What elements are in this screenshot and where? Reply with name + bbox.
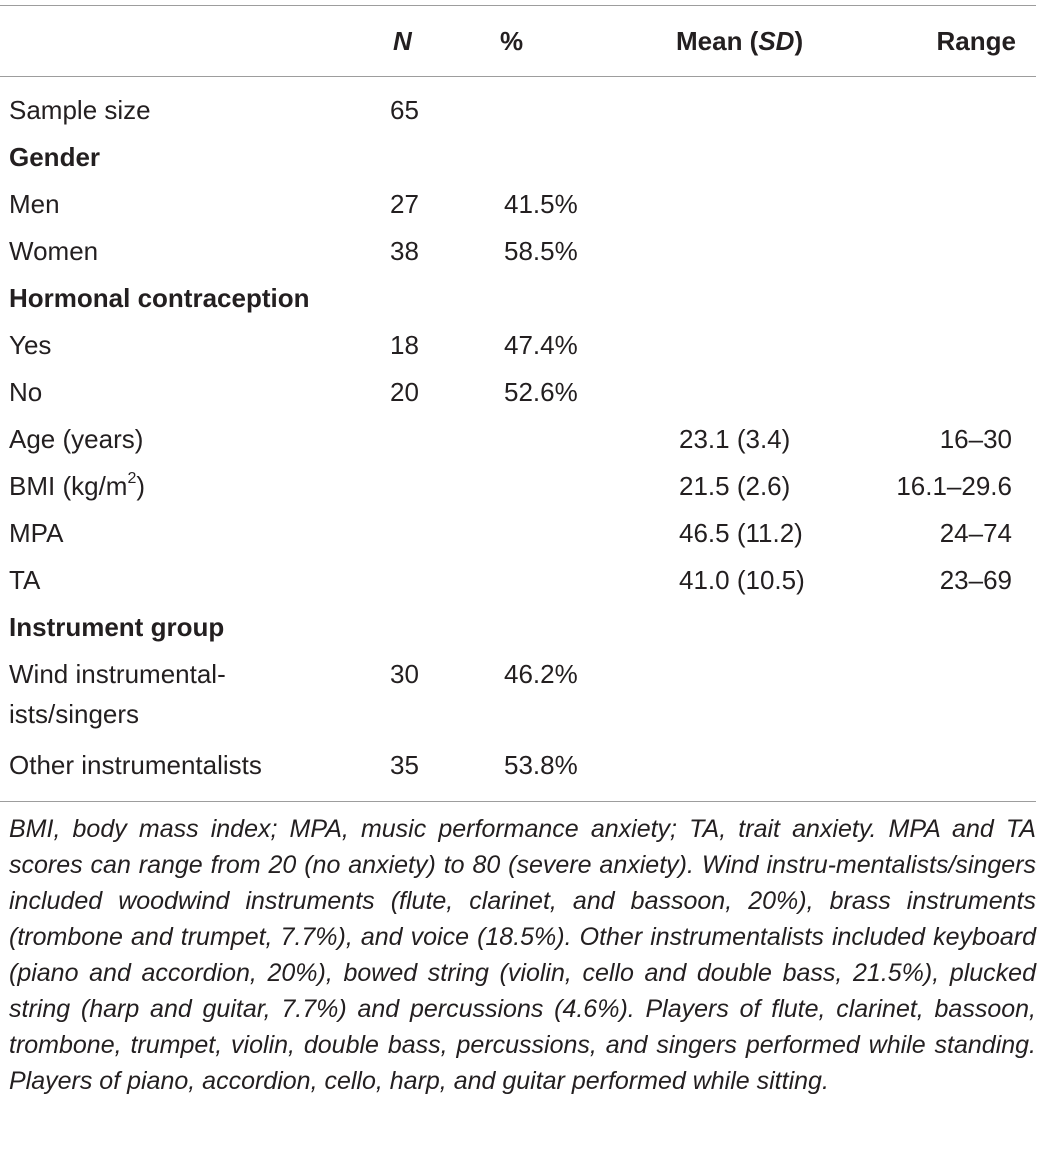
table-row [0, 463, 1036, 510]
table-row [0, 510, 1036, 557]
cell-n: 65 [390, 95, 419, 125]
cell-n: 18 [390, 330, 419, 360]
header-range: Range [936, 26, 1016, 56]
cell-mean: 41.0 (10.5) [679, 565, 805, 595]
cell-percent: 52.6% [504, 377, 578, 407]
cell-n: 20 [390, 377, 419, 407]
table-row [0, 76, 1036, 134]
row-label: TA [9, 565, 41, 595]
cell-mean [638, 76, 864, 134]
cell-percent: 53.8% [504, 750, 578, 780]
table-row [0, 604, 1036, 651]
demographics-table [0, 6, 1036, 789]
table-footnote: BMI, body mass index; MPA, music performance anxiety; TA, trait anxiety. MPA and TA scores can range from 20 (no anxiety) to 80 (severe anxiety). Wind instru-mentalists/singers included woodwind instruments (flute, clarinet, and bassoon, 20%), brass instruments (trombone and trumpet, 7.7%), and voice (18.5%). Other instrumentalists included keyboard (piano and accordion, 20%), bowed string (violin, cello and double bass, 21.5%), plucked string (harp and guitar, 7.7%) and percussions (4.6%). Players of flute, clarinet, bassoon, trombone, trumpet, violin, double bass, percussions, and singers performed while standing. Players of piano, accordion, cello, harp, and guitar performed while sitting. [9, 815, 1036, 1095]
table-row [0, 651, 1036, 742]
group-heading: Gender [9, 142, 101, 172]
header-mean-sd: Mean (SD) [676, 26, 804, 56]
table-row [0, 181, 1036, 228]
cell-range: 23–69 [939, 565, 1012, 595]
group-heading: Hormonal contraception [9, 283, 310, 313]
row-label: Women [9, 236, 99, 266]
group-heading: Instrument group [9, 612, 225, 642]
table-row [0, 557, 1036, 604]
cell-mean: 46.5 (11.2) [679, 518, 803, 548]
table-row [0, 228, 1036, 275]
table-header-row [0, 6, 1036, 76]
cell-percent: 46.2% [504, 659, 578, 689]
row-label: Yes [9, 330, 52, 360]
row-label: Wind instrumental- ists/singers [9, 659, 226, 729]
row-label: BMI $(kg/m^2)$ [9, 470, 146, 501]
table-row [0, 742, 1036, 789]
table-row [0, 275, 1036, 322]
cell-range: 16.1–29.6 [896, 471, 1012, 501]
table-row [0, 416, 1036, 463]
cell-n: 30 [390, 659, 419, 689]
row-label: Other instrumentalists [9, 750, 262, 780]
cell-percent: 41.5% [504, 189, 578, 219]
cell-mean: 21.5 (2.6) [679, 471, 791, 501]
row-label: No [9, 377, 43, 407]
cell-range: 16–30 [939, 424, 1012, 454]
bottom-rule [0, 801, 1036, 802]
cell-mean: 23.1 (3.4) [679, 424, 791, 454]
row-label: Men [9, 189, 60, 219]
cell-n: 27 [390, 189, 419, 219]
cell-n: 35 [390, 750, 419, 780]
cell-range [864, 76, 1036, 134]
header-n: N [393, 26, 412, 56]
table-row [0, 134, 1036, 181]
cell-percent: 47.4% [504, 330, 578, 360]
header-percent: % [500, 26, 524, 56]
table-row [0, 369, 1036, 416]
header-label [0, 6, 388, 76]
row-label: Sample size [9, 95, 151, 125]
cell-percent: 58.5% [504, 236, 578, 266]
table-row [0, 322, 1036, 369]
cell-percent [468, 76, 638, 134]
row-label: MPA [9, 518, 64, 548]
cell-range: 24–74 [939, 518, 1012, 548]
cell-n: 38 [390, 236, 419, 266]
row-label: Age (years) [9, 424, 144, 454]
